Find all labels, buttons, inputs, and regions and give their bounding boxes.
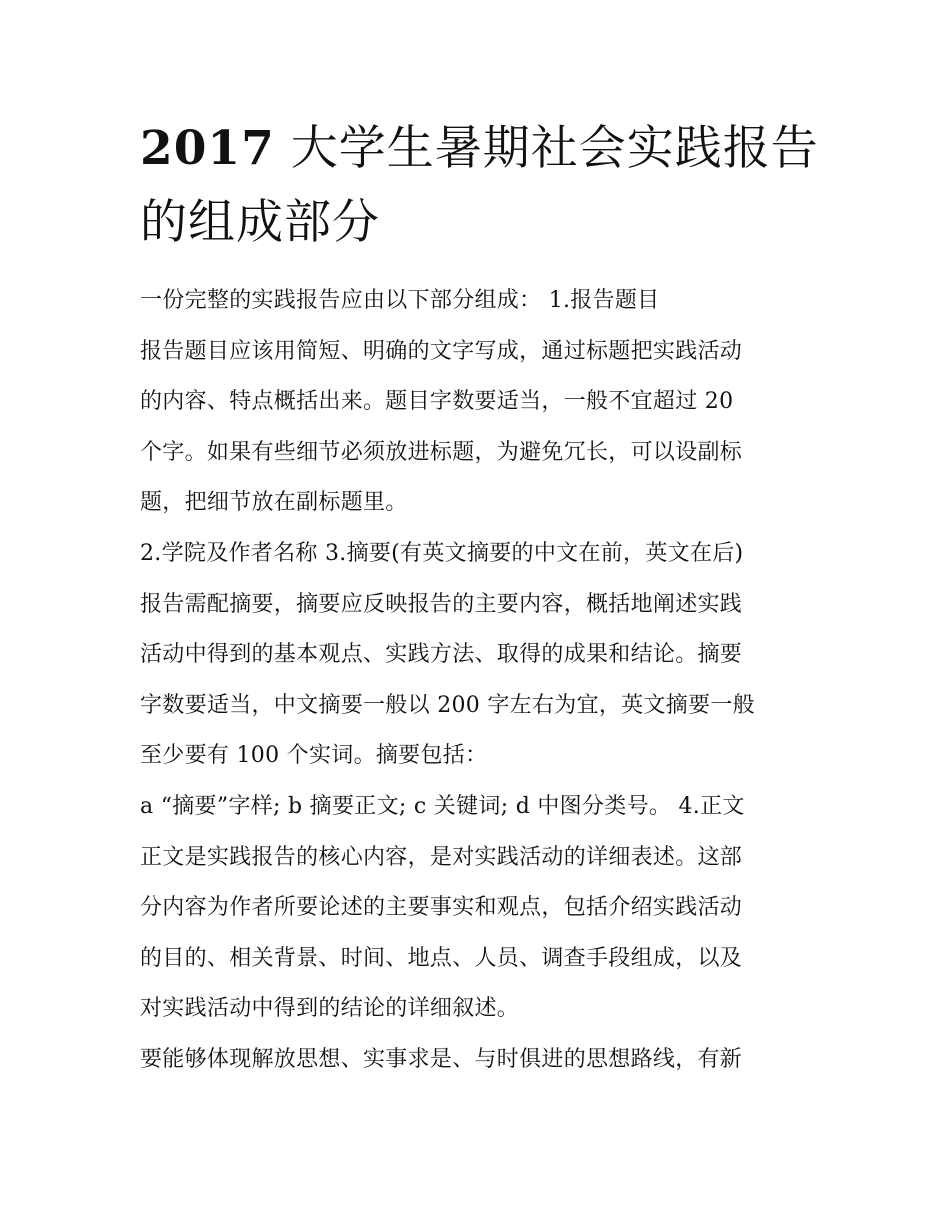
title-text: 大学生暑期社会实践报告的组成部分 bbox=[140, 121, 819, 250]
body-line: a “摘要”字样; b 摘要正文; c 关键词; d 中图分类号。 4.正文 bbox=[140, 793, 745, 819]
body-line: 至少要有 100 个实词。摘要包括： bbox=[140, 743, 488, 769]
body-line: 的目的、相关背景、时间、地点、人员、调查手段组成，以及 bbox=[140, 945, 743, 971]
body-line: 个字。如果有些细节必须放进标题，为避免冗长，可以设副标 bbox=[140, 439, 743, 465]
body-line: 对实践活动中得到的结论的详细叙述。 bbox=[140, 996, 520, 1022]
document-title bbox=[140, 112, 830, 260]
document-body bbox=[140, 276, 830, 1086]
body-line: 字数要适当，中文摘要一般以 200 字左右为宜，英文摘要一般 bbox=[140, 692, 755, 718]
body-line: 2.学院及作者名称 3.摘要(有英文摘要的中文在前，英文在后) bbox=[140, 540, 744, 566]
body-line: 正文是实践报告的核心内容，是对实践活动的详细表述。这部 bbox=[140, 844, 743, 870]
body-line: 活动中得到的基本观点、实践方法、取得的成果和结论。摘要 bbox=[140, 642, 743, 668]
body-line: 报告题目应该用简短、明确的文字写成，通过标题把实践活动 bbox=[140, 338, 743, 364]
title-year: 2017 bbox=[140, 121, 275, 176]
body-line: 报告需配摘要，摘要应反映报告的主要内容，概括地阐述实践 bbox=[140, 591, 743, 617]
body-line: 一份完整的实践报告应由以下部分组成： 1.报告题目 bbox=[140, 288, 660, 313]
body-line: 题，把细节放在副标题里。 bbox=[140, 490, 408, 516]
body-line: 的内容、特点概括出来。题目字数要适当，一般不宜超过 20 bbox=[140, 389, 734, 415]
body-line: 要能够体现解放思想、实事求是、与时俱进的思想路线，有新 bbox=[140, 1046, 743, 1072]
body-line: 分内容为作者所要论述的主要事实和观点，包括介绍实践活动 bbox=[140, 895, 743, 921]
